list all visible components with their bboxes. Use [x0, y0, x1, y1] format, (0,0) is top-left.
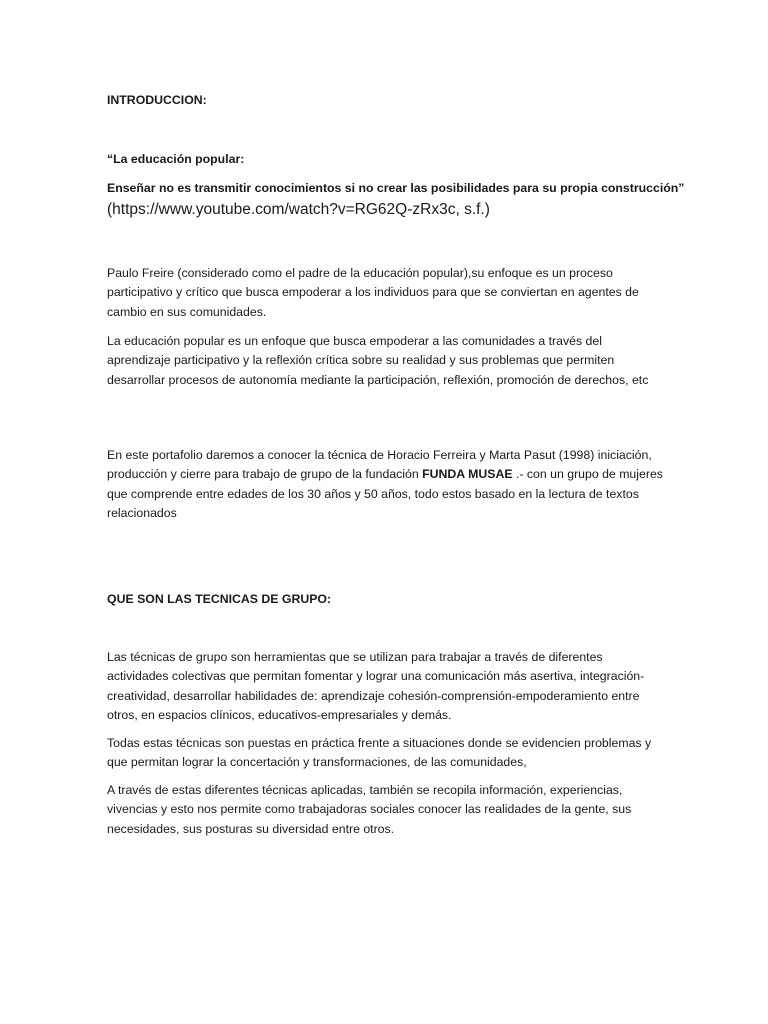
quote-text: Enseñar no es transmitir conocimientos si no crear las posibilidades para su propia construcción” — [107, 181, 685, 195]
paragraph-portafolio-text-start: En este portafolio daremos a conocer la técnica de Horacio Ferreira y Marta Pasut (1998) iniciación, producción y cierre para trabajo de grupo de la fundación — [107, 448, 652, 482]
paragraph-tecnicas-definicion: Las técnicas de grupo son herramientas que se utilizan para trabajar a través de diferentes actividades colectivas que permitan fomentar y lograr una comunicación más asertiva, integración-creatividad, desarrollar habilidades de: aprendizaje cohesión-comprensión-empoderamiento entre otros, en espacios clínicos, educativos-empresariales y demás. — [107, 650, 645, 722]
quote-title: “La educación popular: — [107, 152, 245, 166]
paragraph-tecnicas-practica: Todas estas técnicas son puestas en práctica frente a situaciones donde se evidencien problemas y que permitan lograr la concertación y transformaciones, de las comunidades, — [107, 736, 652, 770]
paragraph-educacion-popular: La educación popular es un enfoque que busca empoderar a las comunidades a través del aprendizaje participativo y la reflexión crítica sobre su realidad y sus problemas que permiten desarrollar procesos de autonomía mediante la participación, reflexión, promoción de derechos, etc — [107, 334, 649, 387]
paragraph-portafolio-text-end: .- con un grupo de mujeres que comprende entre edades de los 30 años y 50 años, todo estos basado en la lectura de textos relacionados — [107, 467, 663, 520]
foundation-name: FUNDA MUSAE — [422, 467, 513, 482]
paragraph-tecnicas-informacion: A través de estas diferentes técnicas aplicadas, también se recopila información, experiencias, vivencias y esto nos permite como trabajadoras sociales conocer las realidades de la gente, sus necesidades, sus posturas su diversidad entre otros. — [107, 783, 632, 836]
citation-link: (https://www.youtube.com/watch?v=RG62Q-zRx3c, s.f.) — [107, 201, 490, 218]
paragraph-portafolio — [107, 446, 663, 523]
heading-tecnicas-de-grupo: QUE SON LAS TECNICAS DE GRUPO: — [107, 592, 332, 606]
paragraph-freire: Paulo Freire (considerado como el padre de la educación popular),su enfoque es un proceso participativo y crítico que busca empoderar a los individuos para que se conviertan en agentes de cambio en sus comunidades. — [107, 266, 639, 319]
heading-introduccion: INTRODUCCION: — [107, 93, 207, 107]
